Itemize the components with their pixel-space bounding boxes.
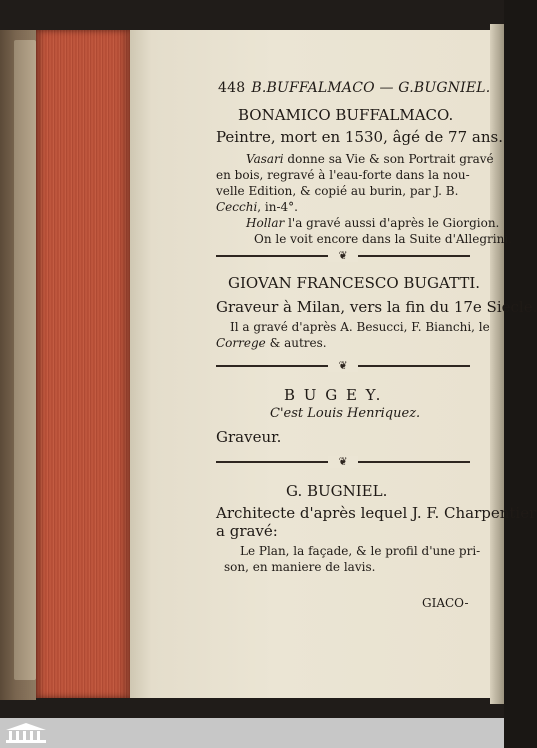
entry-line: en bois, regravé à l'eau-forte dans la nou- — [216, 168, 470, 182]
entry-title: BONAMICO BUFFALMACO. — [238, 106, 454, 124]
entry-role — [216, 504, 536, 522]
role-rest: à Milan, vers la fin du 17e Siecle. — [278, 298, 537, 316]
entry-line — [246, 216, 499, 230]
left-board — [14, 40, 36, 680]
italic-name: Correge — [216, 336, 266, 350]
ornament-divider — [216, 360, 470, 372]
entry-role — [216, 128, 503, 146]
entry-title: GIOVAN FRANCESCO BUGATTI. — [228, 274, 481, 292]
role-rest: , mort en 1530, âgé de 77 ans. — [270, 128, 503, 146]
page-number: 448 — [218, 80, 246, 96]
entry-line — [246, 152, 494, 166]
line-text: donne sa Vie & son Portrait gravé — [283, 152, 494, 166]
line-text: , in-4°. — [257, 200, 298, 214]
ornament-divider — [216, 250, 470, 262]
italic-name: Cecchi — [216, 200, 258, 214]
line-text: l'a gravé aussi d'après le Giorgion. — [284, 216, 500, 230]
right-page-edge — [490, 24, 504, 704]
role-lead: Peintre — [216, 128, 271, 146]
entry-line — [216, 336, 327, 350]
role-lead: Graveur — [216, 428, 277, 446]
entry-line: a gravé: — [216, 522, 278, 540]
entry-line — [216, 200, 298, 214]
entry-line: son, en maniere de lavis. — [224, 560, 376, 574]
entry-role — [216, 298, 537, 316]
library-building-icon — [4, 722, 48, 744]
line-text: & autres. — [265, 336, 327, 350]
entry-line: Le Plan, la façade, & le profil d'une pri- — [240, 544, 481, 558]
footer-bar — [0, 718, 504, 748]
ornament-divider — [216, 456, 470, 468]
role-lead: Graveur — [216, 298, 279, 316]
entry-role — [216, 428, 281, 446]
italic-name: Vasari — [246, 152, 284, 166]
red-page-edges — [36, 30, 130, 698]
entry-alias: C'est Louis Henriquez. — [270, 406, 421, 421]
entry-line: On le voit encore dans la Suite d'Allegrini. — [254, 232, 512, 246]
ornament-icon: ❦ — [328, 250, 358, 262]
entry-line: velle Edition, & copié au burin, par J. B. — [216, 184, 459, 198]
role-lead: Architecte — [216, 504, 296, 522]
role-rest: d'après lequel J. F. Charpentier — [295, 504, 537, 522]
running-header — [218, 80, 490, 96]
entry-title: G. BUGNIEL. — [286, 482, 388, 500]
entry-title: B U G E Y. — [284, 386, 383, 404]
entry-line: Il a gravé d'après A. Besucci, F. Bianchi, le — [230, 320, 490, 334]
role-rest: . — [276, 428, 282, 446]
running-title: B.BUFFALMACO — G.BUGNIEL. — [251, 80, 491, 96]
ornament-icon: ❦ — [328, 360, 358, 372]
ornament-icon: ❦ — [328, 456, 358, 468]
italic-name: Hollar — [246, 216, 285, 230]
book-page — [130, 30, 537, 698]
catchword: GIACO- — [422, 596, 469, 610]
